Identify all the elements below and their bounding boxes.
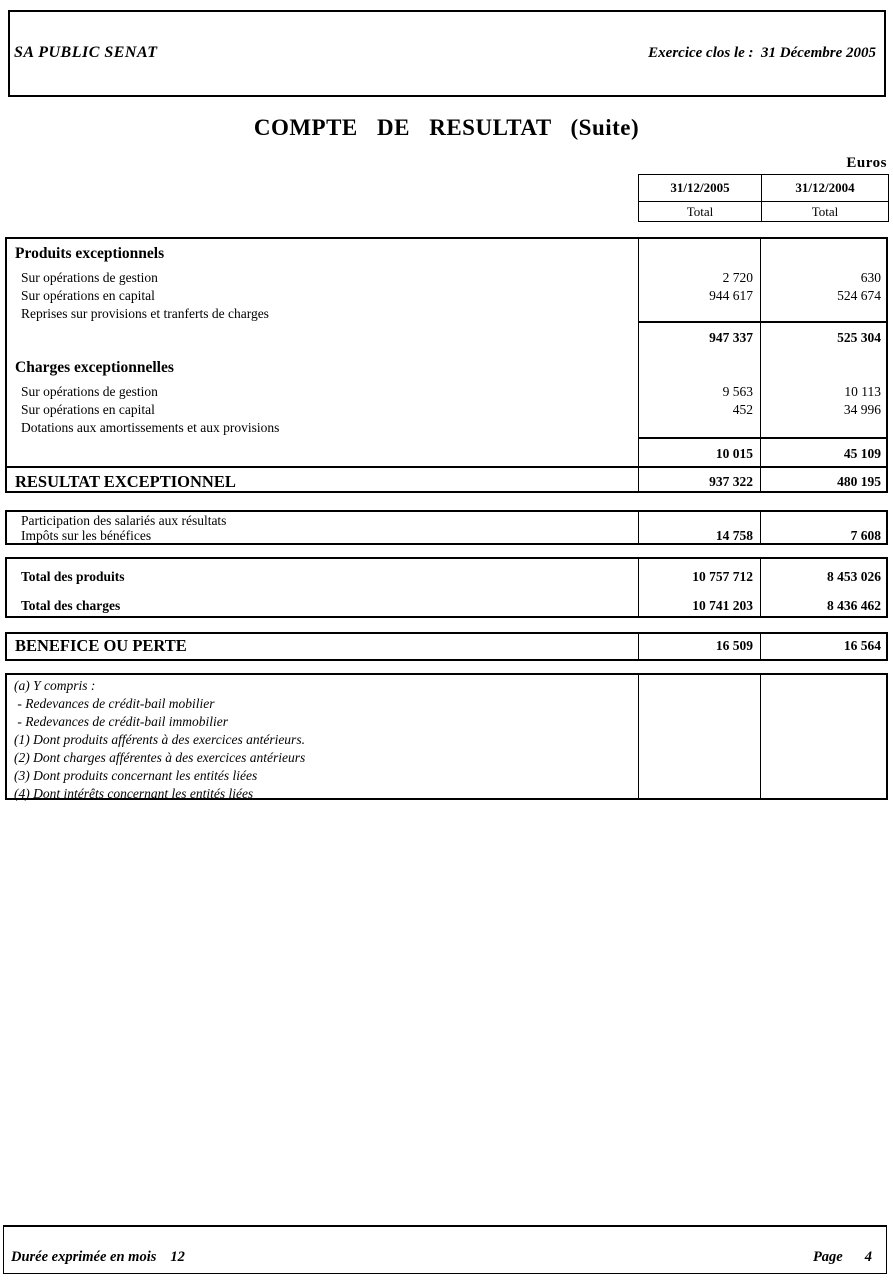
footnotes-table (5, 673, 888, 800)
table-row (7, 287, 886, 305)
section-header-row (7, 245, 886, 263)
row-label: Total des produits (21, 569, 125, 584)
value-2005: 452 (732, 402, 753, 417)
column-subheader-2005: Total (639, 201, 761, 221)
page-footer-box (3, 1225, 887, 1274)
column-subheader-2004: Total (761, 201, 888, 221)
subtotal-row (7, 445, 886, 463)
row-label: Total des charges (21, 598, 121, 613)
resultat-exceptionnel-row (7, 473, 886, 491)
footnote: (1) Dont produits afférents à des exercices antérieurs. (14, 732, 305, 747)
value-2004: 7 608 (850, 528, 881, 543)
subtotal-2005: 947 337 (709, 330, 753, 345)
value-2005: 944 617 (709, 288, 753, 303)
row-label (7, 445, 638, 463)
section-header: Produits exceptionnels (15, 245, 165, 262)
duration-label: Durée exprimée en mois (11, 1249, 157, 1265)
value-2005 (638, 419, 760, 437)
column-divider (638, 675, 639, 798)
currency-label: Euros (846, 155, 887, 171)
section-rule (7, 466, 886, 468)
page-label: Page (812, 1249, 843, 1265)
company-name: SA PUBLIC SENAT (14, 44, 158, 61)
row-label: Sur opérations en capital (21, 288, 155, 303)
footnote: - Redevances de crédit-bail immobilier (14, 714, 229, 729)
value-2005: 2 720 (722, 270, 753, 285)
column-divider (760, 675, 761, 798)
page-indicator (813, 1249, 872, 1266)
value-2004: 34 996 (843, 402, 881, 417)
subtotal-row (7, 329, 886, 347)
footnote: (a) Y compris : (14, 678, 96, 693)
table-row (7, 419, 886, 437)
row-label: BENEFICE OU PERTE (15, 636, 187, 655)
value-2005: 9 563 (722, 384, 753, 399)
subtotal-2005: 10 015 (715, 446, 753, 461)
participation-impots-table (5, 510, 888, 545)
column-header-2004: 31/12/2004 (761, 175, 888, 201)
duration-note (11, 1249, 185, 1266)
value-2005: 10 757 712 (692, 569, 753, 584)
section-header: Charges exceptionnelles (15, 359, 174, 376)
benefice-ou-perte-row (7, 637, 886, 655)
value-2005: 10 741 203 (692, 598, 753, 613)
value-2005: 14 758 (715, 528, 753, 543)
total-produits-row (7, 568, 886, 586)
subtotal-2004: 525 304 (837, 330, 881, 345)
section-header-row (7, 359, 886, 377)
subtotal-rule (638, 437, 886, 439)
footnote: (2) Dont charges afférentes à des exercices antérieurs (14, 750, 306, 765)
total-charges-row (7, 597, 886, 615)
value-2004: 630 (860, 270, 881, 285)
column-header-2005: 31/12/2005 (670, 180, 730, 195)
exceptional-items-table (5, 237, 888, 493)
row-label: Participation des salariés aux résultats (21, 513, 227, 528)
value-2004: 8 436 462 (827, 598, 881, 613)
row-label: Sur opérations de gestion (21, 270, 158, 285)
footnote: (3) Dont produits concernant les entités liées (14, 768, 258, 783)
row-label: RESULTAT EXCEPTIONNEL (15, 472, 236, 491)
page-number: 4 (864, 1249, 872, 1265)
page-title: COMPTE DE RESULTAT (Suite) (253, 115, 640, 140)
subtotal-2004: 45 109 (843, 446, 881, 461)
row-label (7, 329, 638, 347)
row-label: Dotations aux amortissements et aux provisions (21, 420, 280, 435)
value-2005: 16 509 (715, 638, 753, 653)
row-label: Sur opérations de gestion (21, 384, 158, 399)
value-2004 (760, 419, 886, 437)
value-2004: 8 453 026 (827, 569, 881, 584)
totals-table (5, 557, 888, 618)
row-label: Impôts sur les bénéfices (21, 528, 152, 543)
footnote: - Redevances de crédit-bail mobilier (14, 696, 215, 711)
table-row (7, 527, 886, 545)
table-row (7, 383, 886, 401)
value-2005: 937 322 (709, 474, 753, 489)
value-2004: 16 564 (843, 638, 881, 653)
table-row (7, 269, 886, 287)
table-row (7, 401, 886, 419)
column-header-table (638, 174, 889, 222)
fiscal-year-end: Exercice clos le : 31 Décembre 2005 (648, 45, 876, 61)
page-header-box (8, 10, 886, 97)
value-2004: 524 674 (837, 288, 881, 303)
value-2004: 480 195 (837, 474, 881, 489)
footnote: (4) Dont intérêts concernant les entités liées (14, 786, 254, 801)
subtotal-rule (638, 321, 886, 323)
benefice-ou-perte-table (5, 632, 888, 661)
row-label: Reprises sur provisions et tranferts de charges (21, 306, 269, 321)
duration-value: 12 (170, 1249, 185, 1265)
row-label: Sur opérations en capital (21, 402, 155, 417)
value-2004: 10 113 (844, 384, 881, 399)
